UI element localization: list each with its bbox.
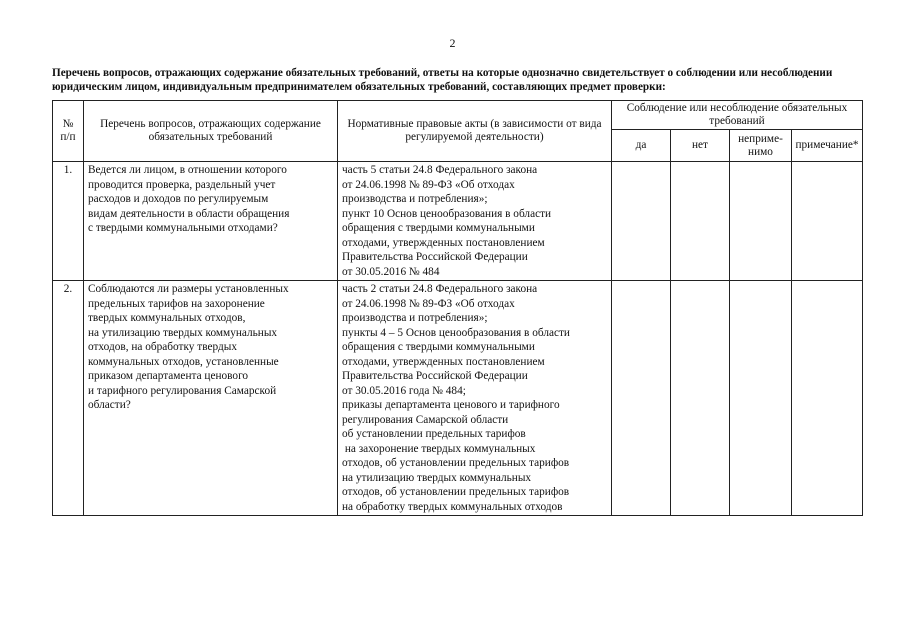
question-line: на утилизацию твердых коммунальных [88, 326, 278, 339]
question-line: предельных тарифов на захоронение [88, 297, 265, 310]
legal-act-line: обращения с твердыми коммунальными [342, 222, 535, 234]
legal-act-line: об установлении предельных тарифов [342, 428, 526, 440]
table-row [53, 281, 863, 516]
question-line: Ведется ли лицом, в отношении которого [88, 164, 287, 176]
header-not-applicable: неприме-нимо [730, 130, 792, 162]
header-yes: да [612, 130, 671, 162]
legal-acts-cell [338, 281, 612, 516]
legal-act-line: Правительства Российской Федерации [342, 251, 528, 263]
cell-note [792, 162, 863, 281]
legal-act-line: пункты 4 – 5 Основ ценообразования в области [342, 326, 570, 339]
cell-yes [612, 281, 671, 516]
legal-act-line: на захоронение твердых коммунальных [342, 442, 536, 455]
legal-act-line: отходов, об установлении предельных тарифов [342, 457, 570, 469]
legal-act-line: часть 5 статьи 24.8 Федерального закона [342, 164, 538, 176]
legal-act-line: на утилизацию твердых коммунальных [342, 471, 532, 484]
legal-act-line: регулирования Самарской области [342, 413, 509, 426]
question-line: коммунальных отходов, установленные [88, 355, 279, 368]
question-line: проводится проверка, раздельный учет [88, 178, 276, 191]
header-note: примечание* [792, 130, 863, 162]
question-line: приказом департамента ценового [88, 370, 249, 382]
question-line: расходов и доходов по регулируемым [88, 193, 269, 205]
legal-act-line: отходами, утвержденных постановлением [342, 355, 545, 368]
cell-yes [612, 162, 671, 281]
legal-act-line: пункт 10 Основ ценообразования в области [342, 207, 552, 220]
table-row [53, 162, 863, 281]
legal-act-line: от 24.06.1998 № 89-ФЗ «Об отходах [342, 178, 515, 191]
question-line: области? [88, 399, 131, 411]
cell-note [792, 281, 863, 516]
question-line: твердых коммунальных отходов, [88, 312, 246, 324]
cell-no [671, 281, 730, 516]
legal-act-line: часть 2 статьи 24.8 Федерального закона [342, 283, 538, 295]
page-number: 2 [449, 36, 456, 50]
legal-acts-cell [338, 162, 612, 281]
cell-no [671, 162, 730, 281]
legal-act-line: обращения с твердыми коммунальными [342, 341, 535, 353]
header-no: нет [671, 130, 730, 162]
legal-act-line: отходами, утвержденных постановлением [342, 236, 545, 249]
cell-not-applicable [730, 162, 792, 281]
header-questions: Перечень вопросов, отражающих содержание обязательных требований [84, 101, 338, 162]
header-compliance: Соблюдение или несоблюдение обязательных требований [612, 101, 863, 130]
checklist-table [52, 100, 863, 516]
question-line: видам деятельности в области обращения [88, 207, 290, 220]
question-cell [84, 162, 338, 281]
cell-not-applicable [730, 281, 792, 516]
document-heading: Перечень вопросов, отражающих содержание обязательных требований, ответы на которые однозначно свидетельствует о соблюдении или несоблюдении юридическим лицом, индивидуальным предпринимателем обязательных требований, составляющих предмет проверки: [52, 67, 833, 93]
row-number: 2. [53, 281, 84, 516]
legal-act-line: на обработку твердых коммунальных отходов [342, 500, 563, 513]
legal-act-line: от 30.05.2016 года № 484; [342, 384, 466, 397]
legal-act-line: от 24.06.1998 № 89-ФЗ «Об отходах [342, 297, 515, 310]
legal-act-line: Правительства Российской Федерации [342, 370, 528, 382]
question-line: и тарифного регулирования Самарской [88, 384, 277, 397]
legal-act-line: производства и потребления»; [342, 193, 488, 205]
question-line: с твердыми коммунальными отходами? [88, 222, 278, 234]
legal-act-line: от 30.05.2016 № 484 [342, 265, 440, 278]
question-cell [84, 281, 338, 516]
question-line: отходов, на обработку твердых [88, 341, 237, 353]
header-num: № п/п [53, 101, 84, 162]
legal-act-line: производства и потребления»; [342, 312, 488, 324]
row-number: 1. [53, 162, 84, 281]
legal-act-line: приказы департамента ценового и тарифного [342, 399, 560, 411]
question-line: Соблюдаются ли размеры установленных [88, 283, 289, 295]
legal-act-line: отходов, об установлении предельных тарифов [342, 486, 570, 498]
header-acts: Нормативные правовые акты (в зависимости от вида регулируемой деятельности) [338, 101, 612, 162]
